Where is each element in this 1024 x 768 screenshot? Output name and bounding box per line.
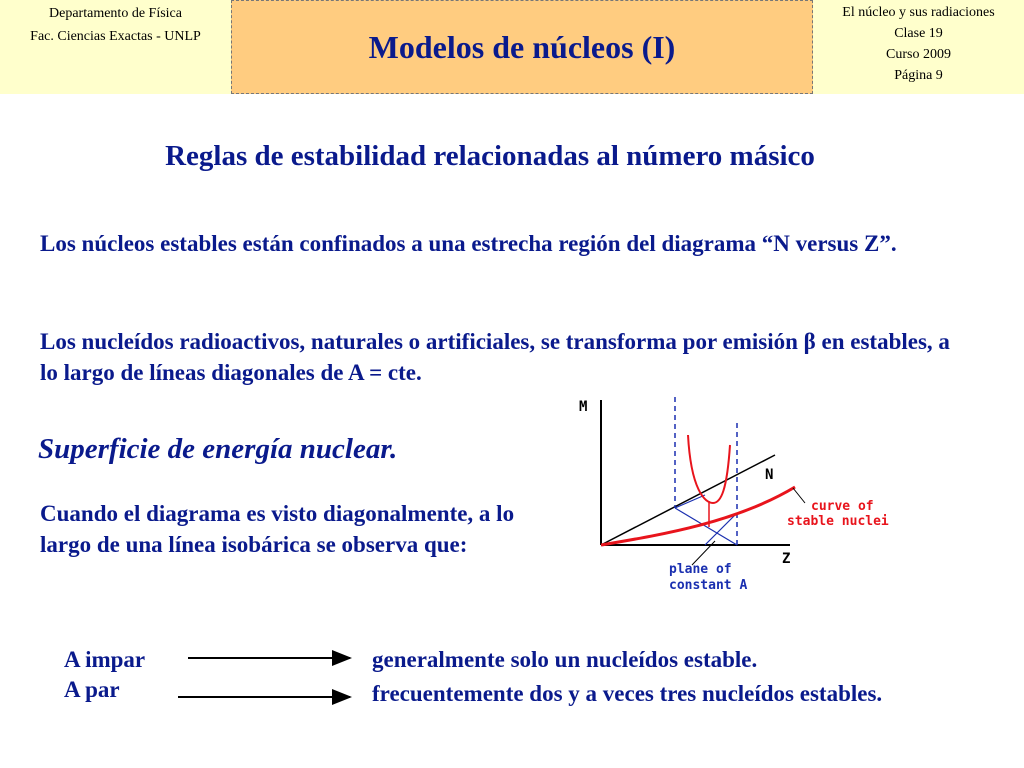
curve-label-line1: curve of [811,499,874,514]
faculty-label: Fac. Ciencias Exactas - UNLP [30,29,201,44]
curve-pointer [793,488,805,503]
page-number-label: Página 9 [894,68,943,83]
paragraph-radioactive-nuclides: Los nucleídos radioactivos, naturales o artificiales, se transforma por emisión β en estables, a lo largo de líneas diagonales de A = cte. [40,329,950,385]
paragraph-isobaric-view: Cuando el diagrama es visto diagonalmente, a lo largo de una línea isobárica se observa que: [40,501,515,557]
energy-surface-diagram [565,395,905,600]
header-title-panel [231,0,813,94]
class-number-label: Clase 19 [894,26,943,41]
n-line [601,455,775,545]
odd-a-description: generalmente solo un nucleídos estable. [372,647,758,672]
paragraph-stable-nuclei: Los núcleos estables están confinados a una estrecha región del diagrama “N versus Z”. [40,231,897,256]
plane-label-line1: plane of [669,562,732,577]
n-axis-label: N [765,467,774,483]
energy-parabola [688,435,730,503]
stable-nuclei-curve [601,487,795,545]
header-right-panel [813,0,1024,94]
z-axis-label: Z [782,551,791,567]
rule-arrows [170,645,360,715]
m-axis-label: M [579,399,588,415]
page-title: Modelos de núcleos (I) [368,28,676,65]
even-a-description: frecuentemente dos y a veces tres nucleídos estables. [372,681,883,706]
plane-bottom-edge [675,508,737,545]
plane-inner-edge [675,495,705,508]
section-subtitle: Reglas de estabilidad relacionadas al número másico [165,140,815,172]
header-left-panel [0,0,231,94]
even-a-label: A par [64,677,120,702]
course-name-label: El núcleo y sus radiaciones [842,5,995,20]
curve-label-line2: stable nuclei [787,514,889,529]
odd-a-label: A impar [64,647,146,672]
plane-label-line2: constant A [669,578,748,593]
energy-surface-heading: Superficie de energía nuclear. [38,433,398,465]
course-year-label: Curso 2009 [886,47,951,62]
department-label: Departamento de Física [49,6,182,21]
